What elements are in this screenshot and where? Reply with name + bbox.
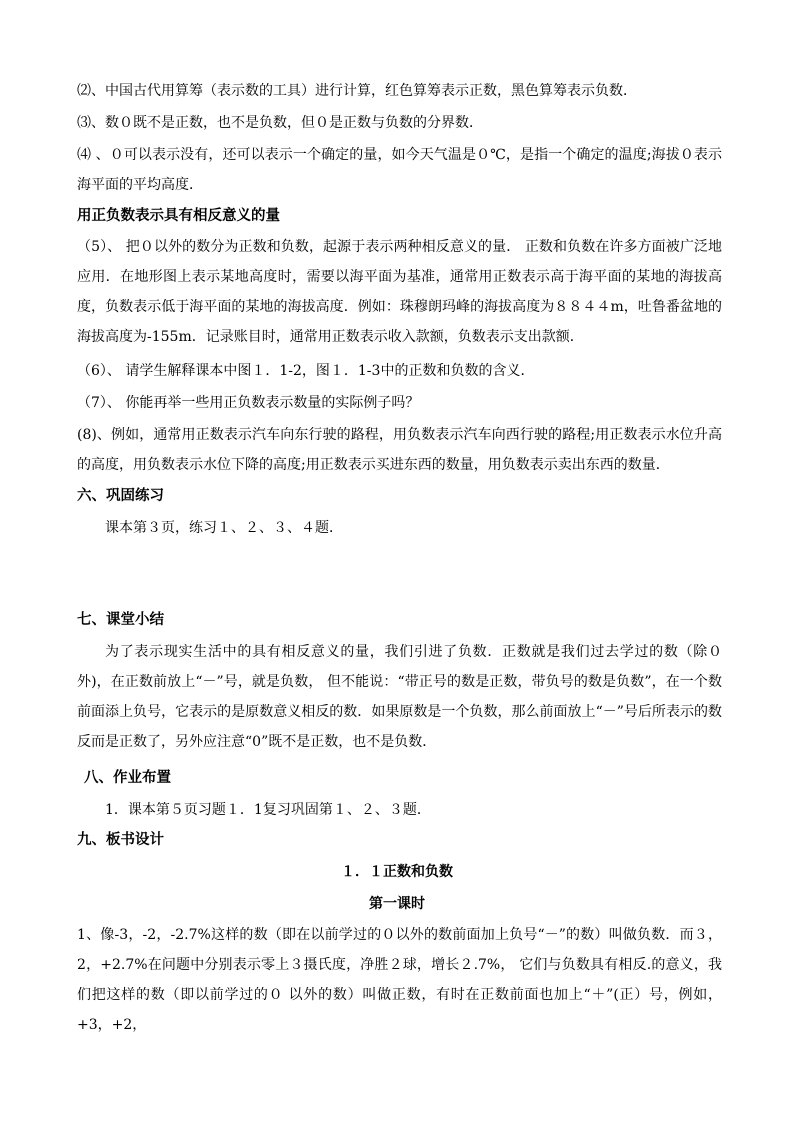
section-9-title: 九、板书设计 bbox=[77, 832, 164, 848]
item-2: ⑵、中国古代用算筹（表示数的工具）进行计算，红色算筹表示正数，黑色算筹表示负数． bbox=[77, 83, 637, 99]
item-7: （7）、 你能再举一些用正负数表示数量的实际例子吗？ bbox=[77, 395, 420, 411]
section-8-title: 八、作业布置 bbox=[84, 770, 171, 786]
board-title: １．１正数和负数 bbox=[341, 864, 453, 880]
section-6-text: 课本第３页，练习１、２、３、４题． bbox=[105, 520, 343, 536]
board-subtitle: 第一课时 bbox=[369, 896, 425, 912]
section-6-title: 六、巩固练习 bbox=[77, 488, 164, 504]
item-3: ⑶、数０既不是正数，也不是负数，但０是正数与负数的分界数． bbox=[77, 115, 483, 131]
item-5: （5）、 把０以外的数分为正数和负数，起源于表示两种相反意义的量． 正数和负数在许多方面被广泛地应用．在地形图上表示某地高度时，需要以海平面为基准，通常用正数表示高于海平面的某地的海拔高度，负数表示低于海平面的某地的海拔高度．例如：珠穆朗玛峰的海拔高度为８８４４m，吐鲁番盆地的海拔高度为-155m．记录账目时，通常用正数表示收入款额，负数表示支出款额． bbox=[77, 239, 722, 345]
heading-opposite-quantities: 用正负数表示具有相反意义的量 bbox=[77, 208, 280, 224]
item-8: (8)、例如，通常用正数表示汽车向东行驶的路程，用负数表示汽车向西行驶的路程;用正数表示水位升高的高度，用负数表示水位下降的高度;用正数表示买进东西的数量，用负数表示卖出东西的数量． bbox=[77, 427, 722, 473]
item-6: （6）、 请学生解释课本中图１．1-2，图１．1-3中的正数和负数的含义． bbox=[77, 363, 535, 379]
board-text: 1、像-3，-2，-2.7%这样的数（即在以前学过的０以外的数前面加上负号“－”的数）叫做负数．而３，2，+2.7%在问题中分别表示零上３摄氏度，净胜２球，增长２.7%， 它们与负数具有相反.的意义，我们把这样的数（即以前学过的０ 以外的数）叫做正数，有时在正数前面也加上“＋”(正）号，例如，+3，+2， bbox=[77, 927, 722, 1033]
section-7-text: 为了表示现实生活中的具有相反意义的量，我们引进了负数．正数就是我们过去学过的数（除０外)，在正数前放上“－”号，就是负数， 但不能说：“带正号的数是正数，带负号的数是负数”，在一个数前面添上负号，它表示的是原数意义相反的数．如果原数是一个负数，那么前面放上“－”号后所表示的数反而是正数了，另外应注意“0”既不是正数，也不是负数． bbox=[77, 644, 722, 750]
section-7-title: 七、课堂小结 bbox=[77, 612, 164, 628]
item-4: ⑷ 、０可以表示没有，还可以表示一个确定的量，如今天气温是０℃，是指一个确定的温度;海拔０表示海平面的平均高度． bbox=[77, 147, 722, 193]
section-8-text: 1．课本第５页习题１．1复习巩固第１、２、３题． bbox=[105, 802, 431, 818]
